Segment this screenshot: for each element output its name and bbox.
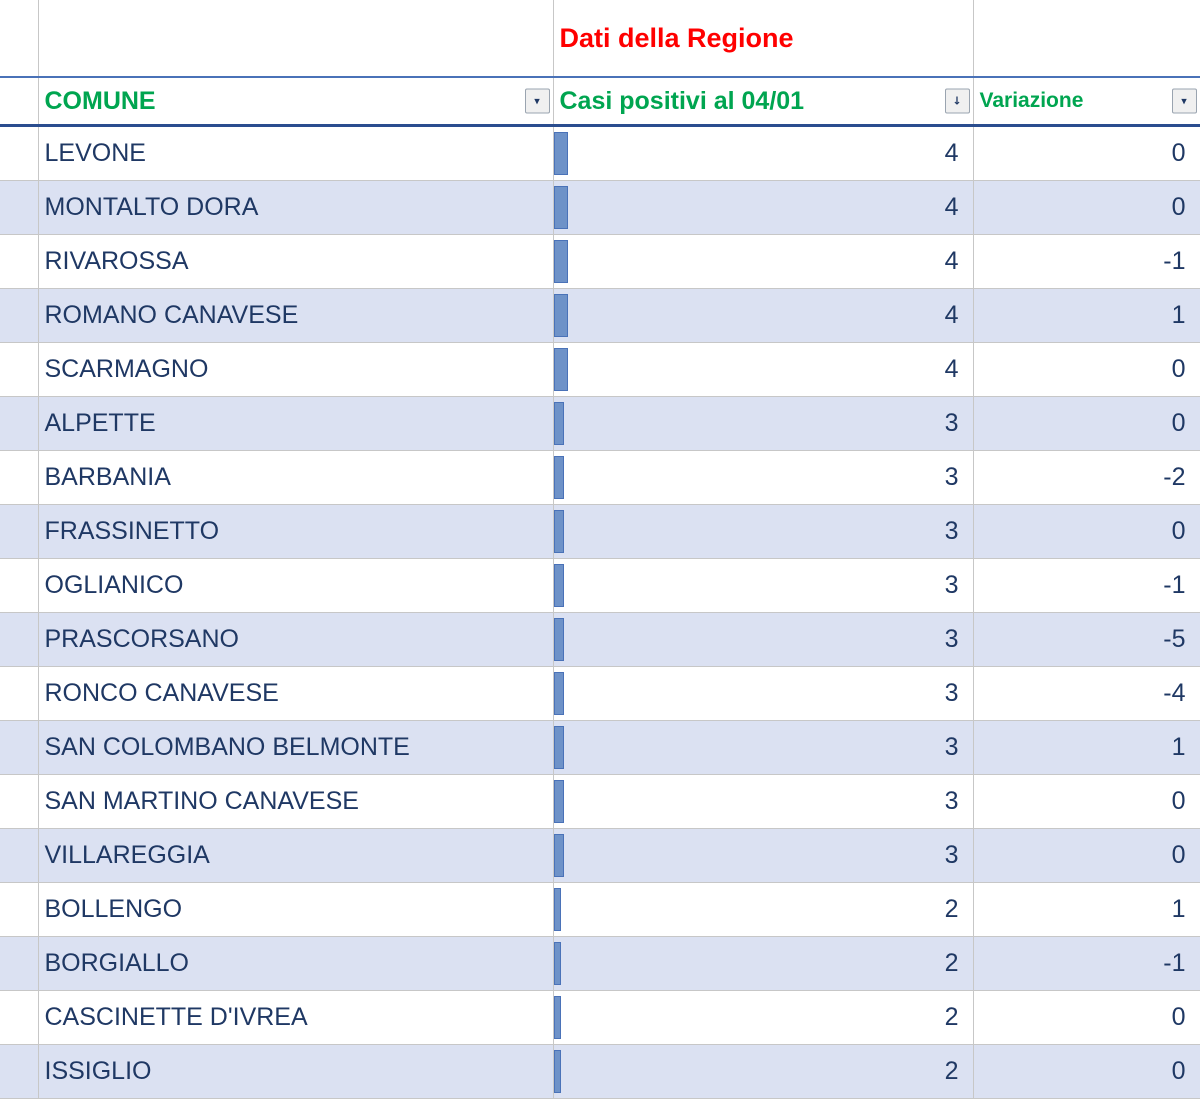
cell-variazione[interactable]: 0: [973, 126, 1200, 181]
row-gutter-cell: [0, 829, 38, 883]
cell-variazione[interactable]: 1: [973, 721, 1200, 775]
cell-casi-value: 3: [944, 679, 959, 707]
cell-variazione[interactable]: 0: [973, 181, 1200, 235]
cell-variazione[interactable]: 0: [973, 829, 1200, 883]
cell-variazione[interactable]: -4: [973, 667, 1200, 721]
header-gutter-cell: [0, 77, 38, 126]
cell-casi[interactable]: [553, 505, 973, 559]
cell-casi-value: 3: [944, 841, 959, 869]
row-gutter-cell: [0, 505, 38, 559]
cell-casi[interactable]: [553, 613, 973, 667]
table-row[interactable]: [0, 883, 1200, 937]
cell-casi[interactable]: [553, 235, 973, 289]
cell-casi-value: 4: [944, 193, 959, 221]
header-row: [0, 77, 1200, 126]
cell-casi[interactable]: [553, 829, 973, 883]
table-row[interactable]: [0, 991, 1200, 1045]
cell-casi[interactable]: [553, 667, 973, 721]
table-body: [0, 126, 1200, 1099]
table-row[interactable]: [0, 559, 1200, 613]
row-gutter-cell: [0, 559, 38, 613]
cell-casi[interactable]: [553, 775, 973, 829]
row-gutter-cell: [0, 451, 38, 505]
cell-variazione[interactable]: -1: [973, 559, 1200, 613]
filter-dropdown-icon-variazione[interactable]: [1172, 89, 1197, 114]
cell-casi-value: 3: [944, 571, 959, 599]
sort-filter-icon-casi[interactable]: [945, 89, 970, 114]
cell-comune[interactable]: SAN MARTINO CANAVESE: [38, 775, 553, 829]
table-row[interactable]: [0, 937, 1200, 991]
data-bar: [554, 564, 565, 607]
cell-casi[interactable]: [553, 559, 973, 613]
cell-casi[interactable]: [553, 126, 973, 181]
cell-casi-value: 4: [944, 355, 959, 383]
chevron-down-icon: ▾: [534, 94, 540, 108]
filter-dropdown-icon-comune[interactable]: [525, 89, 550, 114]
data-bar: [554, 132, 568, 175]
table-row[interactable]: [0, 667, 1200, 721]
cell-casi[interactable]: [553, 397, 973, 451]
cell-comune[interactable]: BOLLENGO: [38, 883, 553, 937]
cell-comune[interactable]: SCARMAGNO: [38, 343, 553, 397]
data-bar: [554, 996, 561, 1039]
cell-casi[interactable]: [553, 343, 973, 397]
data-bar: [554, 402, 565, 445]
banner-empty-cell: [38, 0, 553, 77]
cell-variazione[interactable]: -1: [973, 937, 1200, 991]
row-gutter-cell: [0, 775, 38, 829]
cell-variazione[interactable]: 0: [973, 1045, 1200, 1099]
data-bar: [554, 294, 568, 337]
cell-comune[interactable]: RONCO CANAVESE: [38, 667, 553, 721]
data-bar: [554, 1050, 561, 1093]
row-gutter-cell: [0, 883, 38, 937]
cell-comune[interactable]: RIVAROSSA: [38, 235, 553, 289]
row-gutter-cell: [0, 1045, 38, 1099]
header-variazione-label: Variazione: [979, 89, 1084, 112]
cell-variazione[interactable]: 1: [973, 883, 1200, 937]
data-bar: [554, 348, 568, 391]
cell-casi[interactable]: [553, 883, 973, 937]
table-row[interactable]: [0, 613, 1200, 667]
cell-casi-value: 2: [944, 1003, 959, 1031]
cell-casi[interactable]: [553, 937, 973, 991]
sort-descending-icon: ↓: [952, 94, 962, 108]
cell-casi[interactable]: [553, 181, 973, 235]
cell-variazione[interactable]: -5: [973, 613, 1200, 667]
table-row[interactable]: [0, 829, 1200, 883]
cell-casi[interactable]: [553, 721, 973, 775]
table-row[interactable]: [0, 181, 1200, 235]
cell-casi-value: 4: [944, 247, 959, 275]
data-bar: [554, 672, 565, 715]
header-comune-label: COMUNE: [44, 86, 156, 115]
cell-variazione[interactable]: 0: [973, 991, 1200, 1045]
header-casi-label: Casi positivi al 04/01: [559, 86, 805, 115]
cell-variazione[interactable]: -2: [973, 451, 1200, 505]
chevron-down-icon: ▾: [1181, 94, 1187, 108]
row-gutter-cell: [0, 937, 38, 991]
row-gutter-cell: [0, 181, 38, 235]
cell-casi-value: 2: [944, 949, 959, 977]
cell-comune[interactable]: ALPETTE: [38, 397, 553, 451]
banner-empty-cell-right: [973, 0, 1200, 77]
table-row[interactable]: [0, 289, 1200, 343]
cell-variazione[interactable]: -1: [973, 235, 1200, 289]
row-gutter-cell: [0, 613, 38, 667]
cell-comune[interactable]: SAN COLOMBANO BELMONTE: [38, 721, 553, 775]
data-bar: [554, 780, 565, 823]
cell-variazione[interactable]: 0: [973, 775, 1200, 829]
cell-comune[interactable]: BORGIALLO: [38, 937, 553, 991]
cell-casi-value: 4: [944, 139, 959, 167]
cell-casi-value: 2: [944, 895, 959, 923]
row-gutter-cell: [0, 126, 38, 181]
cell-variazione[interactable]: 0: [973, 397, 1200, 451]
cell-casi-value: 3: [944, 463, 959, 491]
row-gutter-cell: [0, 289, 38, 343]
table-row[interactable]: [0, 775, 1200, 829]
data-bar: [554, 456, 565, 499]
cell-variazione[interactable]: 0: [973, 343, 1200, 397]
table-row[interactable]: [0, 721, 1200, 775]
table-row[interactable]: [0, 126, 1200, 181]
data-bar: [554, 726, 565, 769]
table-row[interactable]: [0, 1045, 1200, 1099]
data-bar: [554, 240, 568, 283]
banner-gutter-cell: [0, 0, 38, 77]
cell-comune[interactable]: ROMANO CANAVESE: [38, 289, 553, 343]
cell-comune[interactable]: ISSIGLIO: [38, 1045, 553, 1099]
cell-comune[interactable]: BARBANIA: [38, 451, 553, 505]
table-row[interactable]: [0, 451, 1200, 505]
header-casi[interactable]: [553, 77, 973, 126]
header-comune[interactable]: [38, 77, 553, 126]
cell-comune[interactable]: MONTALTO DORA: [38, 181, 553, 235]
data-bar: [554, 186, 568, 229]
cell-casi[interactable]: [553, 451, 973, 505]
cell-casi-value: 4: [944, 301, 959, 329]
cell-casi[interactable]: [553, 1045, 973, 1099]
cell-variazione[interactable]: 1: [973, 289, 1200, 343]
table-row[interactable]: [0, 235, 1200, 289]
cell-casi[interactable]: [553, 991, 973, 1045]
cell-comune[interactable]: VILLAREGGIA: [38, 829, 553, 883]
data-bar: [554, 888, 561, 931]
row-gutter-cell: [0, 235, 38, 289]
data-bar: [554, 942, 561, 985]
cell-casi-value: 3: [944, 625, 959, 653]
data-bar: [554, 834, 565, 877]
banner-row: [0, 0, 1200, 77]
cell-comune[interactable]: CASCINETTE D'IVREA: [38, 991, 553, 1045]
table-row[interactable]: [0, 397, 1200, 451]
row-gutter-cell: [0, 721, 38, 775]
cell-casi-value: 3: [944, 787, 959, 815]
cell-casi-value: 3: [944, 409, 959, 437]
cell-casi-value: 3: [944, 733, 959, 761]
row-gutter-cell: [0, 667, 38, 721]
data-bar: [554, 510, 565, 553]
row-gutter-cell: [0, 397, 38, 451]
cell-comune[interactable]: FRASSINETTO: [38, 505, 553, 559]
table-row[interactable]: [0, 505, 1200, 559]
row-gutter-cell: [0, 343, 38, 397]
cell-comune[interactable]: LEVONE: [38, 126, 553, 181]
table-row[interactable]: [0, 343, 1200, 397]
cell-variazione[interactable]: 0: [973, 505, 1200, 559]
data-bar: [554, 618, 565, 661]
cell-casi[interactable]: [553, 289, 973, 343]
banner-title: Dati della Regione: [553, 0, 973, 77]
header-variazione[interactable]: [973, 77, 1200, 126]
cell-comune[interactable]: OGLIANICO: [38, 559, 553, 613]
cell-casi-value: 2: [944, 1057, 959, 1085]
cell-comune[interactable]: PRASCORSANO: [38, 613, 553, 667]
cell-casi-value: 3: [944, 517, 959, 545]
row-gutter-cell: [0, 991, 38, 1045]
